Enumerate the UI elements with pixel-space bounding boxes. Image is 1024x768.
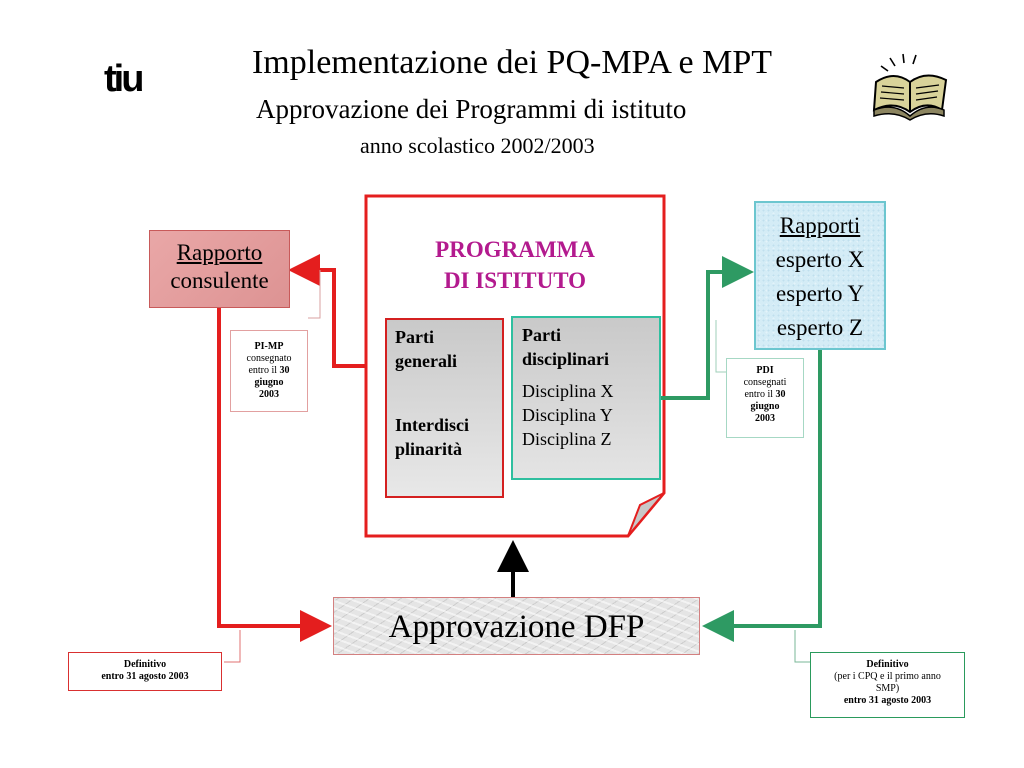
school-year: anno scolastico 2002/2003	[360, 133, 595, 158]
generali-line2: generali	[395, 351, 457, 371]
consulente-line2: consulente	[170, 268, 269, 293]
pdi-line3-bold: 30	[775, 389, 786, 400]
parti-generali-box	[385, 318, 504, 498]
def-right-line1: Definitivo	[866, 659, 909, 670]
pdi-line1: PDI	[756, 365, 774, 376]
rapporti-line4: esperto Z	[776, 315, 864, 340]
callout-def-right	[795, 630, 810, 662]
note-pimp	[230, 330, 308, 412]
pimp-line2: consegnato	[246, 353, 292, 364]
note-definitivo-right	[810, 652, 965, 718]
def-left-line1: Definitivo	[123, 659, 167, 670]
disciplina-item: Disciplina Y	[522, 405, 613, 425]
rapporti-line2: esperto X	[775, 247, 865, 272]
pdi-line5: 2003	[755, 413, 775, 424]
pdi-line2: consegnati	[743, 377, 787, 388]
page-subtitle: Approvazione dei Programmi di istituto	[256, 94, 687, 124]
callout-pimp	[308, 270, 320, 318]
pdi-line4: giugno	[750, 401, 780, 412]
approvazione-dfp-box: Approvazione DFP	[333, 597, 700, 655]
disciplinari-line1: Parti	[522, 325, 561, 345]
programma-title	[370, 234, 660, 296]
disciplinari-line2: disciplinari	[522, 349, 610, 369]
pimp-line3	[231, 365, 307, 377]
consulente-line1: Rapporto	[176, 240, 263, 265]
def-right-line4: entro 31 agosto 2003	[843, 695, 932, 706]
pdi-line3	[727, 389, 803, 401]
rapporti-line1: Rapporti	[779, 213, 861, 238]
disciplina-item: Disciplina X	[522, 381, 614, 401]
callout-def-left	[224, 630, 240, 662]
logo-text: tiu	[104, 58, 142, 100]
pimp-line3-pre: entro il	[248, 365, 278, 376]
pimp-line3-bold: 30	[279, 365, 290, 376]
def-left-line2: entro 31 agosto 2003	[101, 671, 189, 682]
note-pdi	[726, 358, 804, 438]
rapporti-esperti-box	[754, 201, 886, 350]
pdi-line3-pre: entro il	[744, 389, 774, 400]
pimp-line4: giugno	[254, 377, 284, 388]
page-title: Implementazione dei PQ-MPA e MPT	[251, 44, 773, 81]
pimp-line5: 2003	[259, 389, 279, 400]
parti-disciplinari-box	[511, 316, 661, 480]
disciplina-item: Disciplina Z	[522, 429, 612, 449]
rapporti-line3: esperto Y	[776, 281, 864, 306]
rapporto-consulente-box	[149, 230, 290, 308]
programma-line2: DI ISTITUTO	[443, 268, 587, 293]
programma-line1: PROGRAMMA	[435, 237, 595, 262]
generali-line4: plinarità	[395, 439, 463, 459]
pimp-line1: PI-MP	[254, 341, 284, 352]
def-right-line3: SMP)	[875, 683, 900, 694]
def-right-line2: (per i CPQ e il primo anno	[834, 671, 941, 682]
note-definitivo-left	[68, 652, 222, 691]
generali-line1: Parti	[395, 327, 434, 347]
generali-line3: Interdisci	[395, 415, 469, 435]
callout-pdi	[716, 320, 726, 372]
